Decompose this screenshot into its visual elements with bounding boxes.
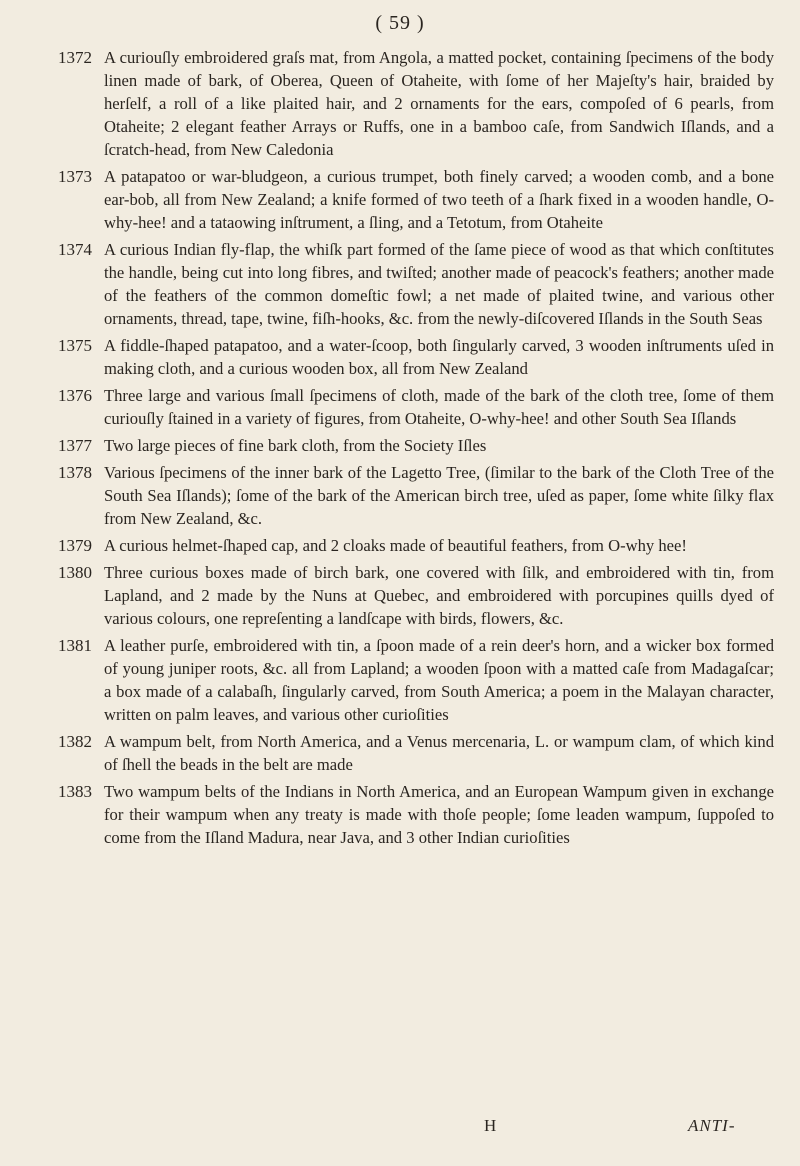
lot-description: A leather purſe, embroidered with tin, a ſpoon made of a rein deer's horn, and a wicker box formed of young juniper roots, &c. all from Lapland; a wooden ſpoon with a matted caſe from Madagaſcar; a box made of a calabaſh, ſingularly carved, from South America; a poem in the Malayan character, written on palm leaves, and various other curioſities xyxy=(104,636,774,724)
lot-number: 1377 xyxy=(58,436,92,455)
lot-number: 1375 xyxy=(58,336,92,355)
lot-number: 1373 xyxy=(58,167,92,186)
catchword: ANTI- xyxy=(688,1116,736,1135)
lot-description: Two wampum belts of the Indians in North America, and an European Wampum given in exchange for their wampum when any treaty is made with thoſe people; ſome leaden wampum, ſuppoſed to come from the Iſland Madura, near Java, and 3 other Indian curioſities xyxy=(104,782,774,847)
lot-entry-1383 xyxy=(58,780,774,849)
lot-entry-1372 xyxy=(58,46,774,161)
page-footer xyxy=(0,1116,800,1142)
lot-description: A curiouſly embroidered graſs mat, from Angola, a matted pocket, containing ſpecimens of the body linen made of bark, of Oberea, Queen of Otaheite, with ſome of her Majeſty's hair, braided by herſelf, a roll of a like plaited hair, and 2 ornaments for the ears, compoſed of 6 pearls, from Otaheite; 2 elegant feather Arrays or Ruffs, one in a bamboo caſe, from Sandwich Iſlands, and a ſcratch-head, from New Caledonia xyxy=(104,48,774,159)
lot-entry-1382 xyxy=(58,730,774,776)
lot-number: 1372 xyxy=(58,48,92,67)
lot-description: Three curious boxes made of birch bark, one covered with ſilk, and embroidered with tin, from Lapland, and 2 made by the Nuns at Quebec, and embroidered with porcupines quills dyed of various colours, one repreſenting a landſcape with birds, flowers, &c. xyxy=(104,563,774,628)
lot-entry-1376 xyxy=(58,384,774,430)
lot-entry-1378 xyxy=(58,461,774,530)
lot-entry-1373 xyxy=(58,165,774,234)
lot-description: A curious helmet-ſhaped cap, and 2 cloaks made of beautiful feathers, from O-why hee! xyxy=(104,536,687,555)
signature-mark: H xyxy=(484,1116,497,1135)
lot-number: 1379 xyxy=(58,536,92,555)
lot-description: Various ſpecimens of the inner bark of the Lagetto Tree, (ſimilar to the bark of the Cloth Tree of the South Sea Iſlands); ſome of the bark of the American birch tree, uſed as paper, ſome white ſilky flax from New Zealand, &c. xyxy=(104,463,774,528)
lot-entry-1381 xyxy=(58,634,774,726)
lot-description: A patapatoo or war-bludgeon, a curious trumpet, both finely carved; a wooden comb, and a bone ear-bob, all from New Zealand; a knife formed of two teeth of a ſhark fixed in a wooden handle, O-why-hee! and a tataowing inſtrument, a ſling, and a Tetotum, from Otaheite xyxy=(104,167,774,232)
lot-number: 1380 xyxy=(58,563,92,582)
lot-description: Three large and various ſmall ſpecimens of cloth, made of the bark of the cloth tree, ſome of them curiouſly ſtained in a variety of figures, from Otaheite, O-why-hee! and other South Sea Iſlands xyxy=(104,386,774,428)
page-number: ( 59 ) xyxy=(375,12,425,34)
lot-number: 1383 xyxy=(58,782,92,801)
lot-description: A curious Indian fly-flap, the whiſk part formed of the ſame piece of wood as that which conſtitutes the handle, being cut into long fibres, and twiſted; another made of peacock's feathers; another made of the feathers of the common domeſtic fowl; a net made of plaited twine, and various other ornaments, thread, tape, twine, fiſh-hooks, &c. from the newly-diſcovered Iſlands in the South Seas xyxy=(104,240,774,328)
lot-entry-1374 xyxy=(58,238,774,330)
lot-entry-1377 xyxy=(58,434,774,457)
lot-entry-1379 xyxy=(58,534,774,557)
lot-number: 1374 xyxy=(58,240,92,259)
lot-number: 1381 xyxy=(58,636,92,655)
lot-description: A fiddle-ſhaped patapatoo, and a water-ſcoop, both ſingularly carved, 3 wooden inſtruments uſed in making cloth, and a curious wooden box, all from New Zealand xyxy=(104,336,774,378)
lot-entry-1380 xyxy=(58,561,774,630)
lot-number: 1378 xyxy=(58,463,92,482)
lot-list xyxy=(58,46,774,853)
lot-entry-1375 xyxy=(58,334,774,380)
lot-description: A wampum belt, from North America, and a Venus mercenaria, L. or wampum clam, of which kind of ſhell the beads in the belt are made xyxy=(104,732,774,774)
lot-description: Two large pieces of fine bark cloth, from the Society Iſles xyxy=(104,436,487,455)
lot-number: 1382 xyxy=(58,732,92,751)
lot-number: 1376 xyxy=(58,386,92,405)
